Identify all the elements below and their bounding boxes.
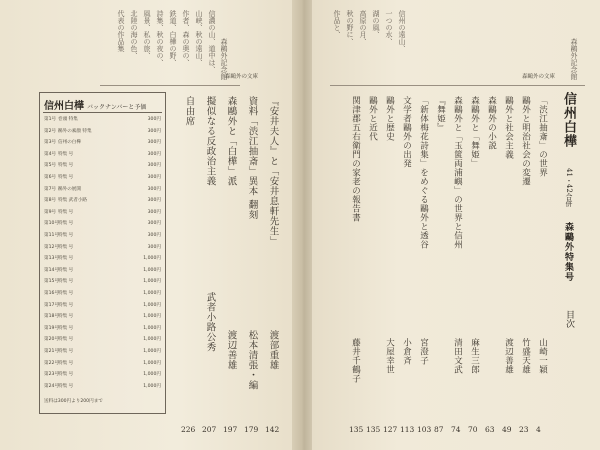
backnumber-row <box>44 313 161 325</box>
backnumber-row <box>44 128 161 140</box>
left-header-column: 信濃の山、道中は、 <box>208 10 216 73</box>
right-toc-title: 『舞姫』 <box>435 96 446 132</box>
backnumber-item-title: 巻頭 特集 <box>58 117 78 122</box>
backnumber-row <box>44 371 161 383</box>
right-toc-title: 文学者鷗外の出発 <box>401 96 412 168</box>
backnumber-number: 第7号 <box>44 186 57 192</box>
backnumber-item-title: 特集 号 <box>58 279 74 285</box>
backnumber-item-title: 特集 号 <box>58 302 74 308</box>
backnumber-row <box>44 348 161 360</box>
backnumber-row <box>44 255 161 267</box>
backnumber-price: 300円 <box>147 175 161 180</box>
backnumber-number: 第3号 <box>44 140 57 146</box>
backnumber-price: 1,000円 <box>143 360 161 366</box>
special-issue-title: 森鷗外特集号 <box>563 222 573 282</box>
right-toc-title: 「渋江抽斎」の世界 <box>537 96 548 177</box>
right-small-logo: 森鷗外の文庫 <box>522 74 556 80</box>
left-toc-title: 擬似なる反政治主義 <box>204 96 216 186</box>
right-toc-author: 藤井千鶴子 <box>350 338 361 383</box>
right-toc-page: 70 <box>468 425 478 434</box>
right-toc-author: 竹盛天雄 <box>520 338 531 374</box>
backnumber-row <box>44 325 161 337</box>
backnumber-row <box>44 139 161 151</box>
backnumber-number: 第19号 <box>44 325 60 331</box>
backnumber-item-title: 特集 号 <box>58 221 74 227</box>
backnumber-item-title: 特集 号 <box>58 151 74 157</box>
backnumber-price: 1,000円 <box>143 337 161 343</box>
backnumber-number: 第13号 <box>44 256 60 262</box>
right-toc-author: 清田文武 <box>452 338 463 374</box>
left-corner-mark: 森鷗外記念館 <box>220 38 228 80</box>
backnumber-price: 1,000円 <box>143 267 161 273</box>
right-toc-page: 49 <box>502 425 512 434</box>
backnumber-item-title: 特集 号 <box>58 372 74 378</box>
left-header-column: 作者、森の奥の、 <box>182 10 190 66</box>
backnumber-price: 300円 <box>147 128 161 134</box>
right-header-column: 湖の風、 <box>372 10 380 38</box>
backnumber-price: 1,000円 <box>143 372 161 378</box>
backnumber-divider <box>43 112 162 113</box>
backnumber-number: 第8号 <box>44 198 57 204</box>
backnumber-price: 300円 <box>147 209 161 215</box>
backnumber-price: 1,000円 <box>143 314 161 320</box>
backnumber-row <box>44 267 161 279</box>
right-toc-page: 63 <box>485 425 495 434</box>
backnumber-title: 信州白樺 バックナンバーと予価 <box>44 101 147 112</box>
left-toc-author: 武者小路公秀 <box>204 292 216 352</box>
right-toc-page: 23 <box>519 425 529 434</box>
book-gutter <box>292 0 314 450</box>
issue-number: 41・42合併 <box>565 168 573 207</box>
left-toc-page: 207 <box>202 425 217 434</box>
right-toc-page: 127 <box>383 425 398 434</box>
right-toc-title: 森鷗外と「玉篋両浦嶼」の世界と信州 <box>452 96 463 249</box>
backnumber-item-title: 特集 号 <box>58 209 74 215</box>
backnumber-price: 1,000円 <box>143 279 161 285</box>
left-toc-page: 142 <box>265 425 280 434</box>
left-header-column: 詩集、秋の夜の、 <box>156 10 164 66</box>
backnumber-item-title: 特集 号 <box>58 360 74 366</box>
backnumber-item-title: 特集 号 <box>58 291 74 296</box>
backnumber-row <box>44 174 161 186</box>
backnumber-item-title: 鷗外の展開 <box>58 186 81 192</box>
backnumber-item-title: 特集 号 <box>58 383 74 389</box>
left-toc-author: 松本清張・編 <box>246 330 258 390</box>
left-toc-title: 森鷗外と「白樺」派 <box>225 96 237 186</box>
backnumber-row <box>44 197 161 209</box>
backnumber-row <box>44 232 161 244</box>
right-toc-author: 渡辺善雄 <box>503 338 514 374</box>
right-toc-title: 森鷗外と「舞姫」 <box>469 96 480 168</box>
right-corner-mark: 森鷗外記念館 <box>570 38 578 80</box>
backnumber-row <box>44 151 161 163</box>
backnumber-row <box>44 302 161 314</box>
right-toc-author: 山崎一穎 <box>537 338 548 374</box>
right-toc-page: 74 <box>451 425 461 434</box>
backnumber-number: 第21号 <box>44 349 60 354</box>
backnumber-number: 第20号 <box>44 337 60 343</box>
backnumber-number: 第14号 <box>44 267 60 273</box>
backnumber-number: 第4号 <box>44 151 57 157</box>
backnumber-item-title: 特集 号 <box>58 244 74 250</box>
backnumber-price: 300円 <box>147 140 161 146</box>
left-header-column: 代表の作品集 <box>117 10 125 52</box>
backnumber-price: 1,000円 <box>143 302 161 308</box>
right-header-column: 秋の野に、 <box>346 10 354 45</box>
right-toc-page: 4 <box>536 425 541 434</box>
right-header-column: 信州の遠山、 <box>398 10 406 52</box>
left-header-column: 山峡、秋の遠山、 <box>195 10 203 66</box>
backnumber-row <box>44 209 161 221</box>
backnumber-row <box>44 383 161 395</box>
left-toc-page: 179 <box>244 425 259 434</box>
left-toc-author: 渡部重雄 <box>267 330 279 370</box>
backnumber-price: 300円 <box>147 221 161 227</box>
backnumber-table <box>39 92 166 414</box>
backnumber-price: 1,000円 <box>143 325 161 331</box>
backnumber-item-title: 特集 号 <box>58 175 74 180</box>
backnumber-row <box>44 244 161 256</box>
backnumber-price: 300円 <box>147 117 161 122</box>
right-toc-author: 大屋幸世 <box>384 338 395 374</box>
left-toc-title: 自由席 <box>183 96 195 126</box>
backnumber-price: 1,000円 <box>143 383 161 389</box>
backnumber-row <box>44 186 161 198</box>
backnumber-item-title: 鷗外の素顔 特集 <box>58 128 92 134</box>
right-header-column: 一つの水、 <box>385 10 393 45</box>
backnumber-price: 300円 <box>147 198 161 204</box>
backnumber-number: 第16号 <box>44 291 60 296</box>
contents-label: 目次 <box>564 310 574 328</box>
right-toc-author: 麻生三郎 <box>469 338 480 374</box>
left-header-rule <box>100 85 240 86</box>
left-toc-title: 『安井夫人』と「安井息軒先生」 <box>267 96 279 246</box>
right-toc-title: 「新体梅花詩集」をめぐる鷗外と透谷 <box>418 96 429 249</box>
left-header-column: 風景、私の旅、 <box>143 10 151 59</box>
backnumber-item-title: 特集 号 <box>58 256 74 262</box>
backnumber-number: 第15号 <box>44 279 60 285</box>
backnumber-number: 第18号 <box>44 314 60 320</box>
backnumber-price: 1,000円 <box>143 256 161 262</box>
right-toc-author: 宮澄子 <box>418 338 429 365</box>
right-toc-title: 鷗外と明治社会の変遷 <box>520 96 531 186</box>
backnumber-number: 第11号 <box>44 233 60 238</box>
right-toc-title: 鷗外と歴史 <box>384 96 395 141</box>
right-toc-title: 鷗外と社会主義 <box>503 96 514 159</box>
backnumber-item-title: 特集 号 <box>58 349 74 354</box>
left-small-logo: 森鷗外の文庫 <box>225 74 259 80</box>
backnumber-number: 第22号 <box>44 360 60 366</box>
backnumber-number: 第10号 <box>44 221 60 227</box>
backnumber-number: 第2号 <box>44 128 57 134</box>
backnumber-item-title: 特集 号 <box>58 314 74 320</box>
backnumber-item-title: 特集 号 <box>58 233 74 238</box>
right-toc-page: 87 <box>434 425 444 434</box>
backnumber-item-title: 信州の白樺 <box>58 140 81 146</box>
backnumber-row <box>44 290 161 302</box>
right-header-column: 作品と、 <box>333 10 341 38</box>
right-toc-title: 関津郡五右衛門の家老の報告書 <box>350 96 361 222</box>
right-toc-page: 135 <box>349 425 364 434</box>
right-header-rule <box>330 85 585 86</box>
backnumber-row <box>44 220 161 232</box>
right-header-column: 高原の月、 <box>359 10 367 45</box>
backnumber-number: 第12号 <box>44 244 60 250</box>
backnumber-price: 300円 <box>147 244 161 250</box>
right-toc-page: 103 <box>417 425 432 434</box>
left-header-column: 北陸の海の色、 <box>130 10 138 59</box>
right-toc-title: 鷗外と近代 <box>367 96 378 141</box>
backnumber-number: 第1号 <box>44 117 57 122</box>
backnumber-row <box>44 278 161 290</box>
backnumber-item-title: 特集 武者小路 <box>58 198 88 204</box>
left-toc-author: 渡辺善雄 <box>225 330 237 370</box>
backnumber-item-title: 特集 号 <box>58 267 74 273</box>
backnumber-price: 300円 <box>147 186 161 192</box>
backnumber-price: 300円 <box>147 151 161 157</box>
backnumber-number: 第17号 <box>44 302 60 308</box>
backnumber-number: 第6号 <box>44 175 57 180</box>
backnumber-number: 第24号 <box>44 383 60 389</box>
right-toc-title: 森鷗外の小説 <box>486 96 497 150</box>
left-toc-page: 226 <box>181 425 196 434</box>
backnumber-number: 第5号 <box>44 163 57 169</box>
magazine-title: 信州白樺 <box>561 92 576 148</box>
right-toc-author: 小倉斉 <box>401 338 412 365</box>
backnumber-item-title: 特集 号 <box>58 337 74 343</box>
left-header-column: 鉄道、白樺の野、 <box>169 10 177 66</box>
backnumber-number: 第9号 <box>44 209 57 215</box>
backnumber-row <box>44 162 161 174</box>
backnumber-price: 300円 <box>147 233 161 238</box>
backnumber-price: 300円 <box>147 163 161 169</box>
backnumber-row <box>44 336 161 348</box>
backnumber-number: 第23号 <box>44 372 60 378</box>
backnumber-row <box>44 116 161 128</box>
backnumber-row <box>44 360 161 372</box>
backnumber-item-title: 特集 号 <box>58 163 74 169</box>
left-toc-page: 197 <box>223 425 238 434</box>
right-toc-page: 113 <box>400 425 415 434</box>
backnumber-price: 1,000円 <box>143 291 161 296</box>
backnumber-price: 1,000円 <box>143 349 161 354</box>
backnumber-footer: 送料は300円より200円まで <box>44 399 103 404</box>
right-toc-page: 135 <box>366 425 381 434</box>
backnumber-item-title: 特集 号 <box>58 325 74 331</box>
left-toc-title: 資料「渋江抽斎」異本 翻刻 <box>246 96 258 220</box>
